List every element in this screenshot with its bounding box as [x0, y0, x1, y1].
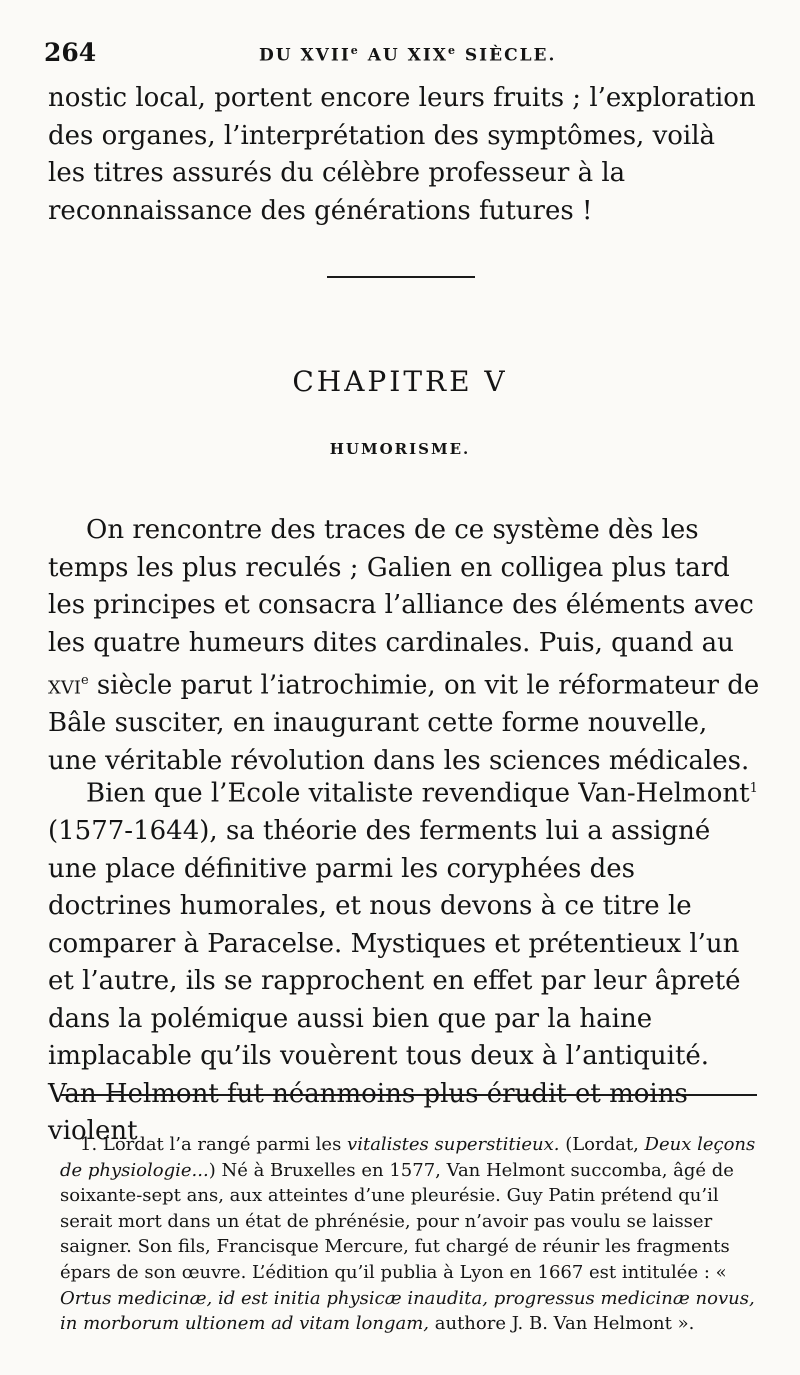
- footnote-divider: [60, 1094, 757, 1096]
- century-sup: e: [80, 673, 89, 688]
- footnote-italic: Deux leçons de physiologie...: [60, 1134, 756, 1181]
- page-header: [44, 38, 764, 74]
- paragraph-text: On rencontre des traces de ce système dès les temps les plus reculés ; Galien en colligea plus tard les principes et consacra l’alliance des éléments avec les quatre humeurs dites cardinales. Puis, quand au: [48, 515, 754, 658]
- footnote-text: (Lordat,: [559, 1134, 645, 1155]
- paragraph-intro: [48, 512, 760, 780]
- footnote-italic: vitalistes superstitieux.: [347, 1134, 560, 1155]
- century-numeral: xvi: [48, 670, 81, 701]
- chapter-title: CHAPITRE V: [292, 365, 508, 398]
- paragraph-text: siècle parut l’iatrochimie, on vit le réformateur de Bâle susciter, en inaugurant cette forme nouvelle, une véritable révolution dans les sciences médicales.: [48, 670, 760, 776]
- paragraph-text: (1577-1644), sa théorie des ferments lui a assigné une place définitive parmi les coryphées des doctrines humorales, et nous devons à ce titre le comparer à Paracelse. Mystiques et prétentieux l’un et l’autre, ils se rapprochent en effet par leur âpreté dans la polémique aussi bien que par la haine implacable qu’ils vouèrent tous deux à l’antiquité. Van Helmont fut néanmoins plus érudit et moins violent: [48, 816, 741, 1147]
- footnote-reference[interactable]: 1: [749, 781, 758, 796]
- running-head-part: SIÈCLE.: [456, 45, 557, 66]
- footnote-text: ) Né à Bruxelles en 1577, Van Helmont succomba, âgé de soixante-sept ans, aux atteintes d’une pleurésie. Guy Patin prétend qu’il serait mort dans un état de phrénésie, pour n’avoir pas voulu se laisser saigner. Son fils, Francisque Mercure, fut chargé de réunir les fragments épars de son œuvre. L’édition qu’il publia à Lyon en 1667 est intitulée : «: [60, 1159, 734, 1283]
- footnote-italic: Ortus medicinæ, id est initia physicæ inaudita, progressus medicinæ novus, in morborum ultionem ad vitam longam,: [60, 1287, 755, 1335]
- page-number: 264: [44, 38, 97, 67]
- running-head-part: DU XVII: [259, 45, 351, 66]
- footnote-text: authore J. B. Van Helmont ».: [429, 1313, 695, 1335]
- running-head: [259, 44, 556, 66]
- running-head-part: AU XIX: [359, 45, 448, 66]
- paragraph-text: Bien que l’Ecole vitaliste revendique Van-Helmont: [86, 778, 750, 809]
- footnote-text: 1. Lordat l’a rangé parmi les: [80, 1134, 348, 1155]
- running-head-sup: e: [447, 44, 457, 57]
- paragraph-continuation: nostic local, portent encore leurs fruits ; l’exploration des organes, l’interprétation des symptômes, voilà les titres assurés du célèbre professeur à la reconnaissance des générations futures !: [48, 83, 756, 226]
- chapter-subtitle: HUMORISME.: [329, 440, 471, 458]
- running-head-sup: e: [350, 44, 360, 57]
- section-divider: [327, 276, 475, 278]
- footnote: [60, 1132, 766, 1337]
